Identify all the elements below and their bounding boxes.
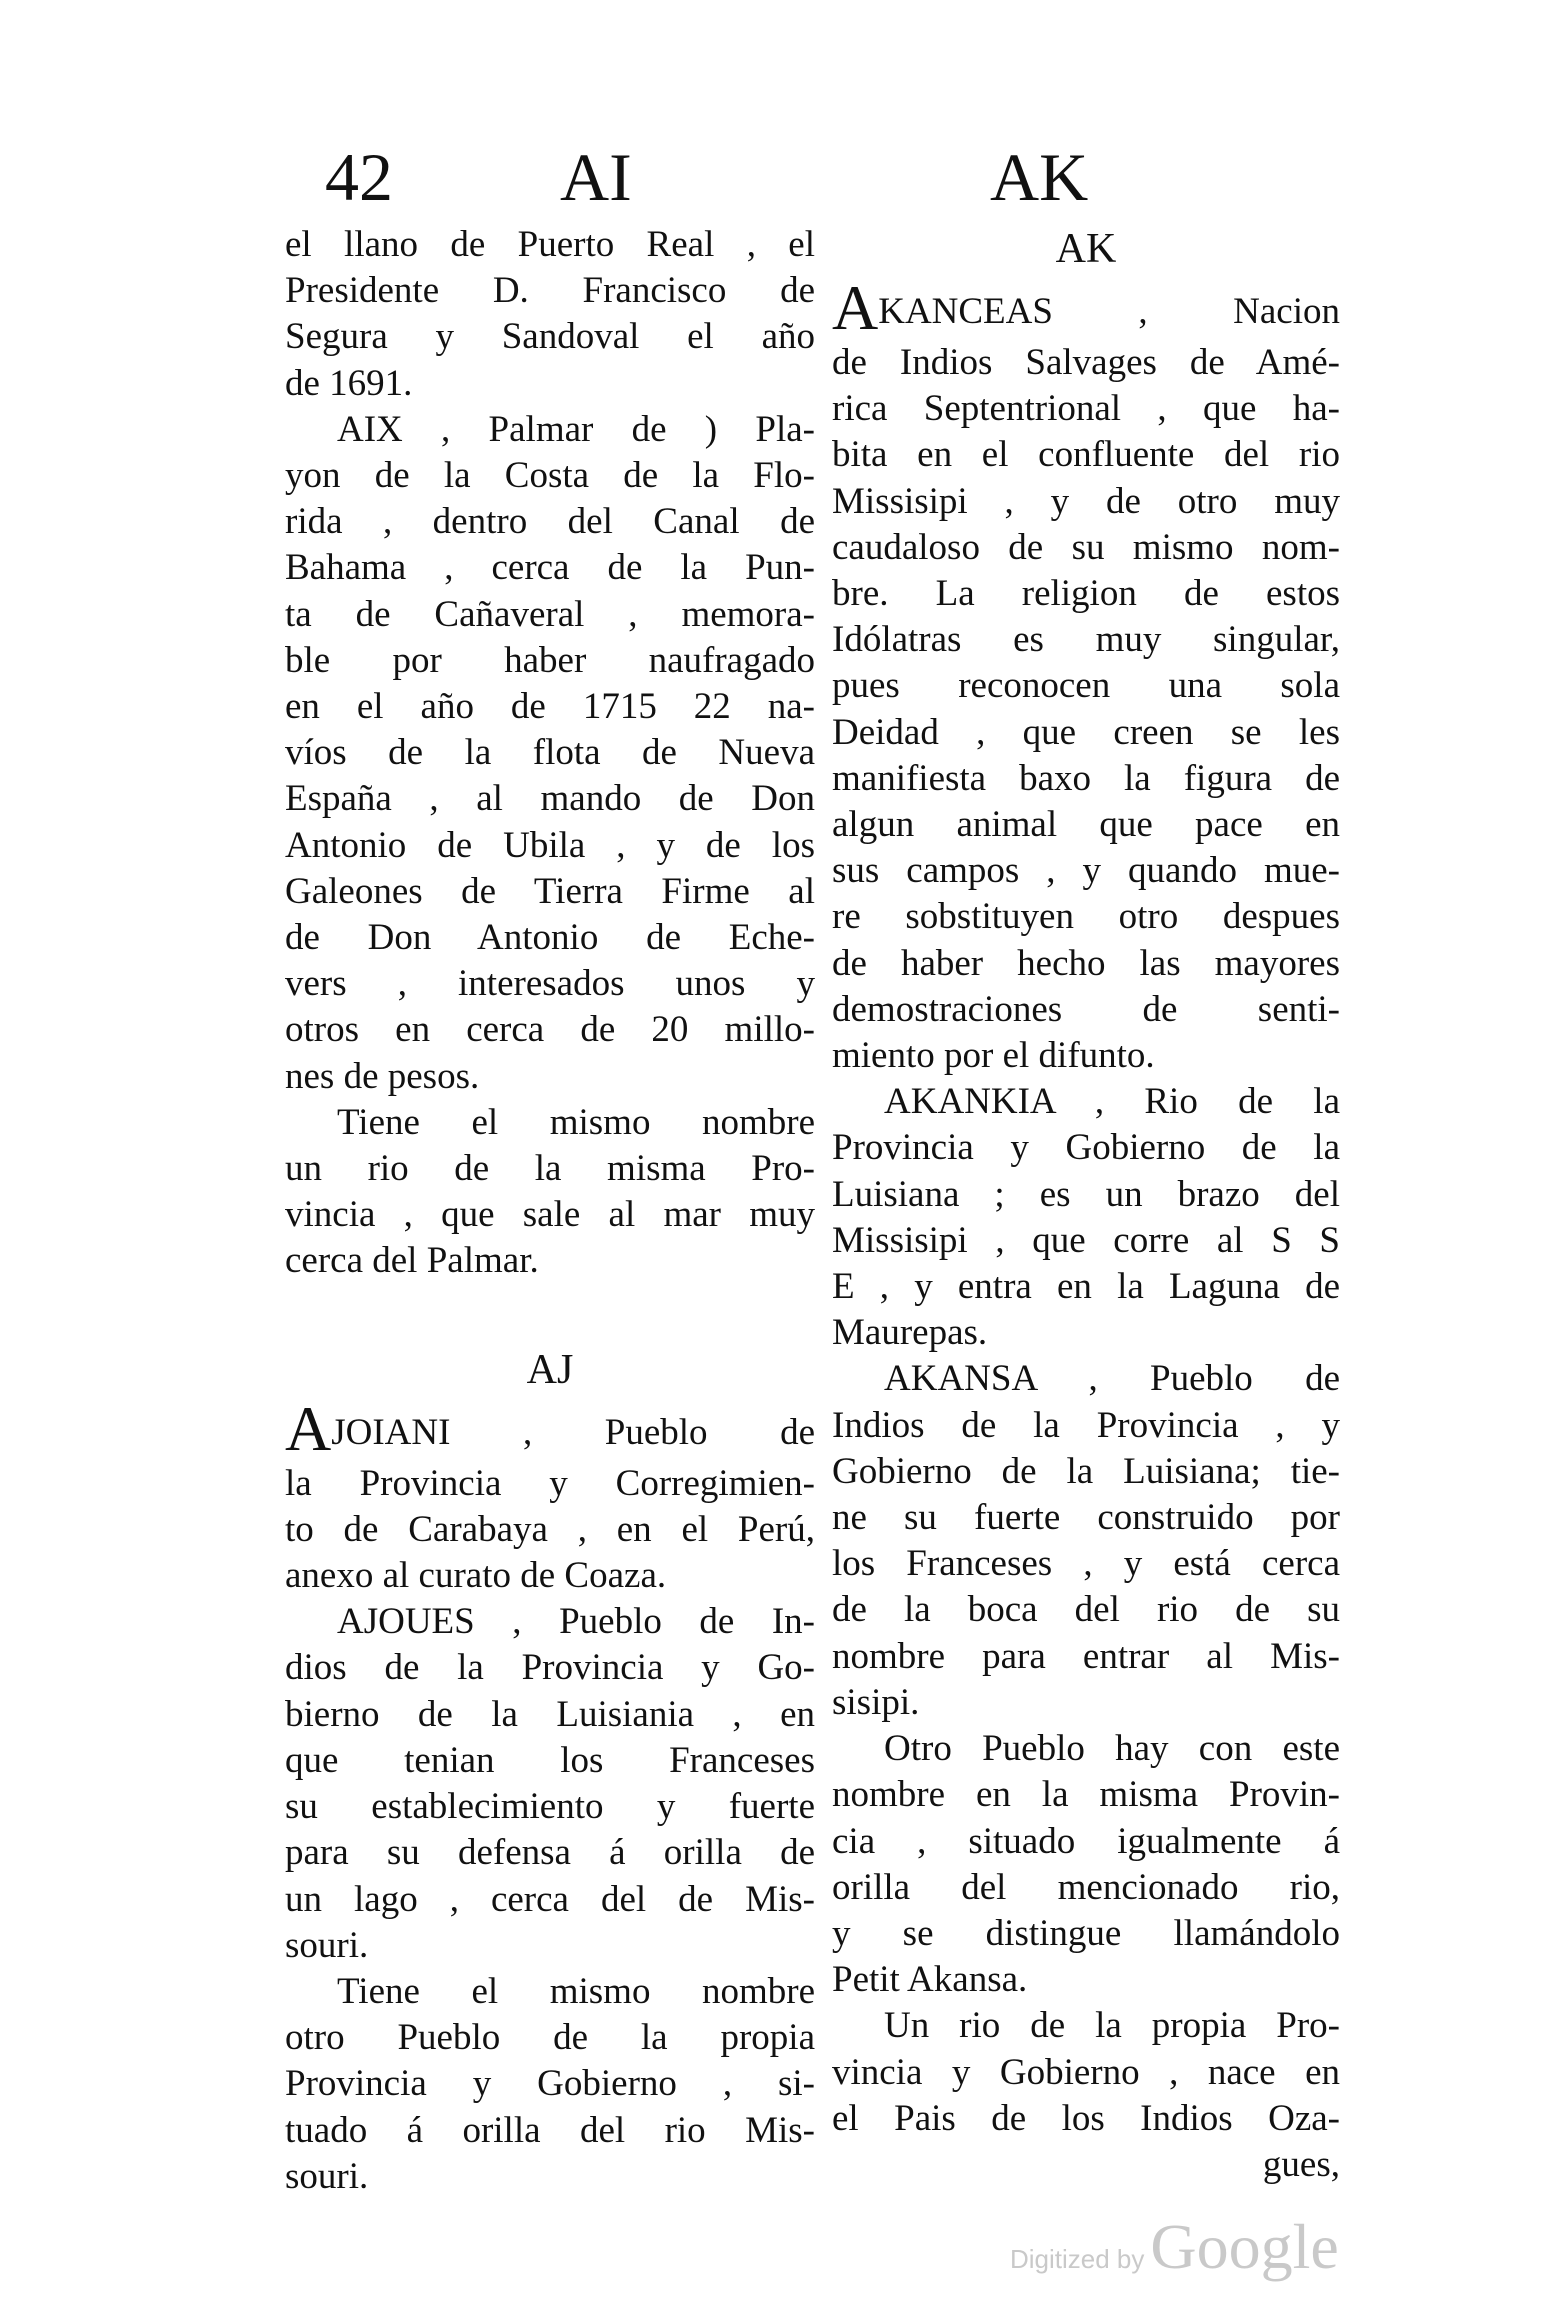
section-spacer xyxy=(285,1285,815,1343)
text-fragment: JOIANI , Pueblo de xyxy=(331,1411,815,1453)
entry-start-line: AIX , Palmar de ) Pla- xyxy=(337,408,815,450)
section-heading-aj: AJ xyxy=(526,1346,574,1393)
text-line: ble por haber naufragado xyxy=(285,639,815,681)
text-line: un rio de la misma Pro- xyxy=(285,1148,815,1190)
right-column xyxy=(832,222,1340,2188)
text-line: otro Pueblo de la propia xyxy=(285,2017,815,2059)
text-line: orilla del mencionado rio, xyxy=(832,1866,1340,1908)
text-line: Gobierno de la Luisiana; tie- xyxy=(832,1450,1340,1492)
entry-start-line: AKANSA , Pueblo de xyxy=(884,1358,1340,1400)
text-line: de haber hecho las mayores xyxy=(832,942,1340,984)
text-line: Indios de la Provincia , y xyxy=(832,1404,1340,1446)
text-line: bita en el confluente del rio xyxy=(832,434,1340,476)
text-line: dios de la Provincia y Go- xyxy=(285,1647,815,1689)
text-line: rica Septentrional , que ha- xyxy=(832,388,1340,430)
text-line: vers , interesados unos y xyxy=(285,963,815,1005)
text-line: ta de Cañaveral , memora- xyxy=(285,593,815,635)
text-line: de 1691. xyxy=(285,362,413,404)
text-line: anexo al curato de Coaza. xyxy=(285,1555,667,1597)
text-line: Deidad , que creen se les xyxy=(832,711,1340,753)
entry-start-line: Tiene el mismo nombre xyxy=(337,1970,815,2012)
text-line: vincia , que sale al mar muy xyxy=(285,1194,815,1236)
text-line: Galeones de Tierra Firme al xyxy=(285,870,815,912)
text-line: re sobstituyen otro despues xyxy=(832,896,1340,938)
text-line: pues reconocen una sola xyxy=(832,665,1340,707)
text-line: souri. xyxy=(285,1924,369,1966)
text-line: cerca del Palmar. xyxy=(285,1240,539,1282)
text-line: Maurepas. xyxy=(832,1312,988,1354)
drop-cap: A xyxy=(285,1392,332,1464)
text-line: vincia y Gobierno , nace en xyxy=(832,2051,1340,2093)
drop-cap: A xyxy=(832,272,879,343)
text-line: nombre para entrar al Mis- xyxy=(832,1635,1340,1677)
text-line: de Indios Salvages de Amé- xyxy=(832,342,1340,383)
text-line: y se distingue llamándolo xyxy=(832,1912,1340,1954)
text-line: Missisipi , y de otro muy xyxy=(832,480,1340,522)
entry-start-line: Un rio de la propia Pro- xyxy=(884,2005,1340,2047)
text-line: sus campos , y quando mue- xyxy=(832,850,1340,892)
text-line: los Franceses , y está cerca xyxy=(832,1543,1340,1585)
text-line: Segura y Sandoval el año xyxy=(285,316,815,358)
entry-start-line xyxy=(832,272,1340,343)
entry-start-line: AKANKIA , Rio de la xyxy=(884,1081,1340,1123)
running-head-right: AK xyxy=(990,139,1089,215)
text-line: otros en cerca de 20 millo- xyxy=(285,1009,815,1051)
entry-start-line xyxy=(285,1392,815,1464)
entry-start-line: Otro Pueblo hay con este xyxy=(884,1728,1340,1770)
text-fragment: KANCEAS , Nacion xyxy=(878,291,1340,332)
text-line: nombre en la misma Provin- xyxy=(832,1774,1340,1816)
text-line: demostraciones de senti- xyxy=(832,988,1340,1030)
section-heading-ak: AK xyxy=(1055,226,1117,272)
text-line: yon de la Costa de la Flo- xyxy=(285,455,815,497)
text-line: de la boca del rio de su xyxy=(832,1589,1340,1631)
text-line: Bahama , cerca de la Pun- xyxy=(285,547,815,589)
text-line: algun animal que pace en xyxy=(832,804,1340,846)
text-line: miento por el difunto. xyxy=(832,1035,1155,1077)
left-column xyxy=(285,222,815,2200)
text-line: víos de la flota de Nueva xyxy=(285,732,815,774)
text-line: nes de pesos. xyxy=(285,1055,480,1097)
text-line: Provincia y Gobierno , si- xyxy=(285,2063,815,2105)
text-line: sisipi. xyxy=(832,1681,920,1723)
text-line: souri. xyxy=(285,2155,369,2197)
text-line: rida , dentro del Canal de xyxy=(285,501,815,543)
digitized-by-google-watermark xyxy=(1010,2210,1339,2284)
text-line: que tenian los Franceses xyxy=(285,1739,815,1781)
entry-start-line: Tiene el mismo nombre xyxy=(337,1101,815,1143)
text-line: E , y entra en la Laguna de xyxy=(832,1266,1340,1308)
text-line: cia , situado igualmente á xyxy=(832,1820,1340,1862)
entry-start-line: AJOUES , Pueblo de In- xyxy=(337,1601,815,1643)
watermark-prefix: Digitized by xyxy=(1010,2244,1145,2274)
text-line: su establecimiento y fuerte xyxy=(285,1786,815,1828)
text-line: para su defensa á orilla de xyxy=(285,1832,815,1874)
text-line: Antonio de Ubila , y de los xyxy=(285,824,815,866)
text-line: bierno de la Luisiania , en xyxy=(285,1693,815,1735)
text-line: España , al mando de Don xyxy=(285,778,815,820)
text-line: en el año de 1715 22 na- xyxy=(285,686,815,728)
text-line: la Provincia y Corregimien- xyxy=(285,1462,815,1504)
running-head-left: AI xyxy=(560,139,632,215)
text-line: Provincia y Gobierno de la xyxy=(832,1127,1340,1169)
text-line: ne su fuerte construido por xyxy=(832,1497,1340,1539)
text-line: el llano de Puerto Real , el xyxy=(285,224,815,265)
text-line: Petit Akansa. xyxy=(832,1959,1028,2001)
text-line: to de Carabaya , en el Perú, xyxy=(285,1508,815,1550)
text-line: tuado á orilla del rio Mis- xyxy=(285,2109,815,2151)
text-line: manifiesta baxo la figura de xyxy=(832,757,1340,799)
text-line: Missisipi , que corre al S S xyxy=(832,1219,1340,1261)
google-logo: Google xyxy=(1150,2211,1339,2282)
text-line: Luisiana ; es un brazo del xyxy=(832,1173,1340,1215)
page-number: 42 xyxy=(325,139,393,215)
text-line: el Pais de los Indios Oza- xyxy=(832,2097,1340,2139)
text-line: Idólatras es muy singular, xyxy=(832,619,1340,661)
text-line: bre. La religion de estos xyxy=(832,573,1340,615)
text-line: de Don Antonio de Eche- xyxy=(285,917,815,959)
text-line: un lago , cerca del de Mis- xyxy=(285,1878,815,1920)
catchword: gues, xyxy=(1262,2143,1340,2185)
text-line: caudaloso de su mismo nom- xyxy=(832,526,1340,568)
text-line: Presidente D. Francisco de xyxy=(285,270,815,312)
